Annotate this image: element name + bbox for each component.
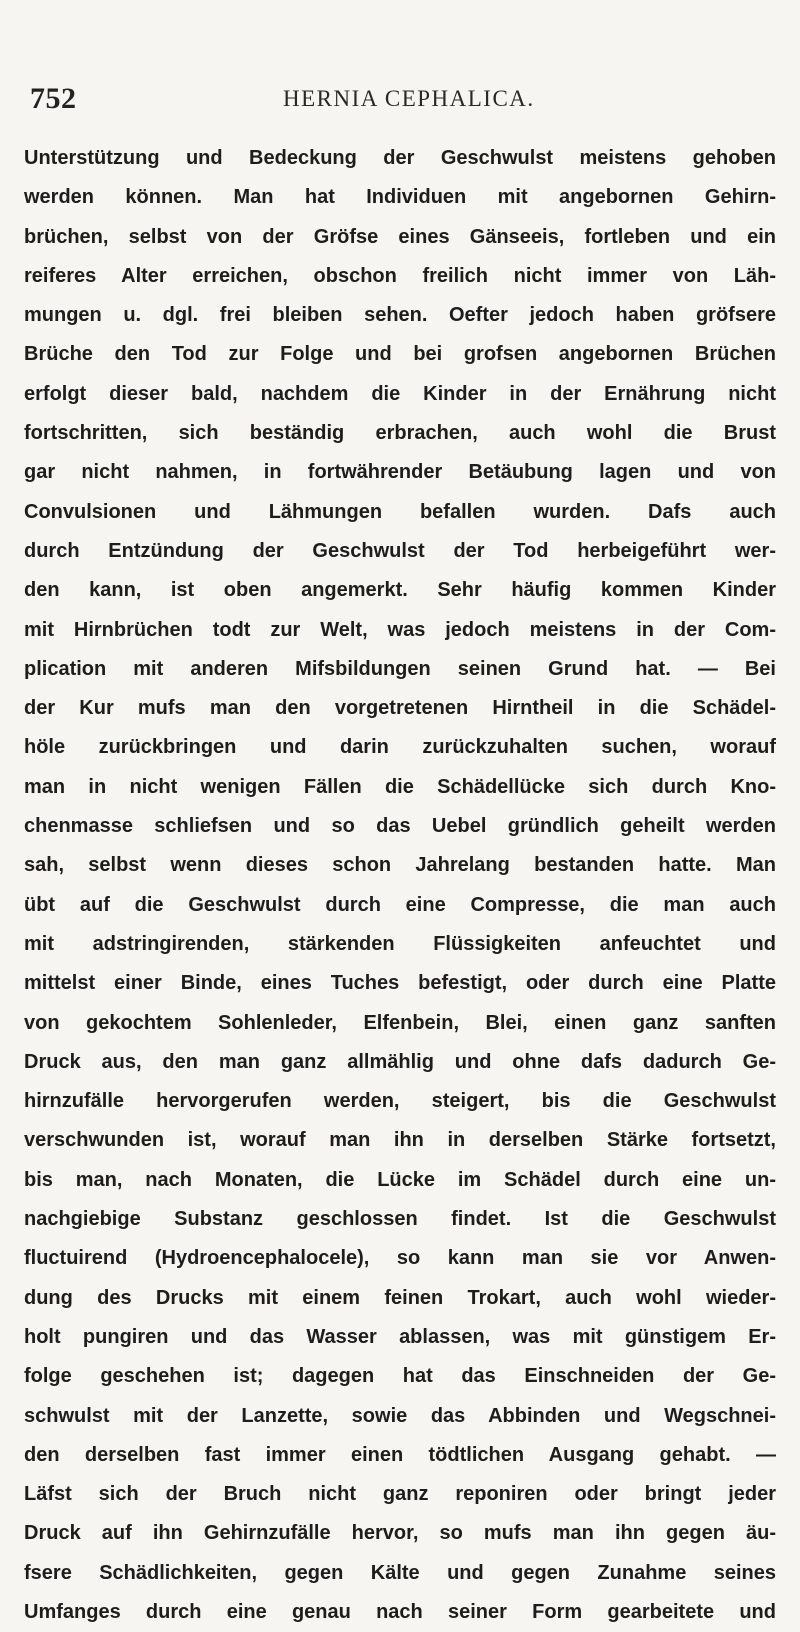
text-line: Brüche den Tod zur Folge und bei grofsen angebornen Brüchen xyxy=(24,343,776,366)
text-line: fluctuirend (Hydroencephalocele), so kann man sie vor Anwen- xyxy=(24,1247,776,1270)
text-line: Umfanges durch eine genau nach seiner Form gearbeitete und xyxy=(24,1600,776,1623)
text-line: man in nicht wenigen Fällen die Schädellücke sich durch Kno- xyxy=(24,775,776,798)
text-line: werden können. Man hat Individuen mit angebornen Gehirn- xyxy=(24,186,776,209)
text-line: bis man, nach Monaten, die Lücke im Schädel durch eine un- xyxy=(24,1168,776,1191)
text-line: von gekochtem Sohlenleder, Elfenbein, Blei, einen ganz sanften xyxy=(24,1011,776,1034)
text-line: fsere Schädlichkeiten, gegen Kälte und gegen Zunahme seines xyxy=(24,1561,776,1584)
text-line: nachgiebige Substanz geschlossen findet. Ist die Geschwulst xyxy=(24,1208,776,1231)
text-line: Läfst sich der Bruch nicht ganz reponiren oder bringt jeder xyxy=(24,1483,776,1506)
text-line: dung des Drucks mit einem feinen Trokart, auch wohl wieder- xyxy=(24,1286,776,1309)
body-text xyxy=(24,139,776,1632)
text-line: chenmasse schliefsen und so das Uebel gründlich geheilt werden xyxy=(24,815,776,838)
text-line: mit adstringirenden, stärkenden Flüssigkeiten anfeuchtet und xyxy=(24,932,776,955)
text-line: der Kur mufs man den vorgetretenen Hirntheil in die Schädel- xyxy=(24,697,776,720)
text-line: höle zurückbringen und darin zurückzuhalten suchen, worauf xyxy=(24,736,776,759)
text-line: mittelst einer Binde, eines Tuches befestigt, oder durch eine Platte xyxy=(24,972,776,995)
page-number: 752 xyxy=(30,82,77,115)
running-head: HERNIA CEPHALICA. xyxy=(283,86,535,111)
text-line: gar nicht nahmen, in fortwährender Betäubung lagen und von xyxy=(24,461,776,484)
text-line: mungen u. dgl. frei bleiben sehen. Oefter jedoch haben gröfsere xyxy=(24,304,776,327)
text-line: durch Entzündung der Geschwulst der Tod herbeigeführt wer- xyxy=(24,539,776,562)
text-line: sah, selbst wenn dieses schon Jahrelang bestanden hatte. Man xyxy=(24,854,776,877)
text-line: übt auf die Geschwulst durch eine Compresse, die man auch xyxy=(24,893,776,916)
text-line: plication mit anderen Mifsbildungen seinen Grund hat. — Bei xyxy=(24,657,776,680)
text-line: reiferes Alter erreichen, obschon freilich nicht immer von Läh- xyxy=(24,264,776,287)
text-line: Druck aus, den man ganz allmählig und ohne dafs dadurch Ge- xyxy=(24,1050,776,1073)
text-line: Druck auf ihn Gehirnzufälle hervor, so mufs man ihn gegen äu- xyxy=(24,1522,776,1545)
text-line: brüchen, selbst von der Gröfse eines Gänseeis, fortleben und ein xyxy=(24,225,776,248)
text-line: Unterstützung und Bedeckung der Geschwulst meistens gehoben xyxy=(24,147,776,169)
text-line: mit Hirnbrüchen todt zur Welt, was jedoch meistens in der Com- xyxy=(24,618,776,641)
text-line: verschwunden ist, worauf man ihn in derselben Stärke fortsetzt, xyxy=(24,1129,776,1152)
text-line: holt pungiren und das Wasser ablassen, was mit günstigem Er- xyxy=(24,1325,776,1348)
text-line: den derselben fast immer einen tödtlichen Ausgang gehabt. — xyxy=(24,1443,776,1466)
text-line: fortschritten, sich beständig erbrachen, auch wohl die Brust xyxy=(24,422,776,445)
text-line: schwulst mit der Lanzette, sowie das Abbinden und Wegschnei- xyxy=(24,1404,776,1427)
text-line: Convulsionen und Lähmungen befallen wurden. Dafs auch xyxy=(24,500,776,523)
text-line: erfolgt dieser bald, nachdem die Kinder in der Ernährung nicht xyxy=(24,382,776,405)
page-header xyxy=(0,82,800,122)
text-line: hirnzufälle hervorgerufen werden, steigert, bis die Geschwulst xyxy=(24,1090,776,1113)
text-line: folge geschehen ist; dagegen hat das Einschneiden der Ge- xyxy=(24,1365,776,1388)
text-line: den kann, ist oben angemerkt. Sehr häufig kommen Kinder xyxy=(24,579,776,602)
